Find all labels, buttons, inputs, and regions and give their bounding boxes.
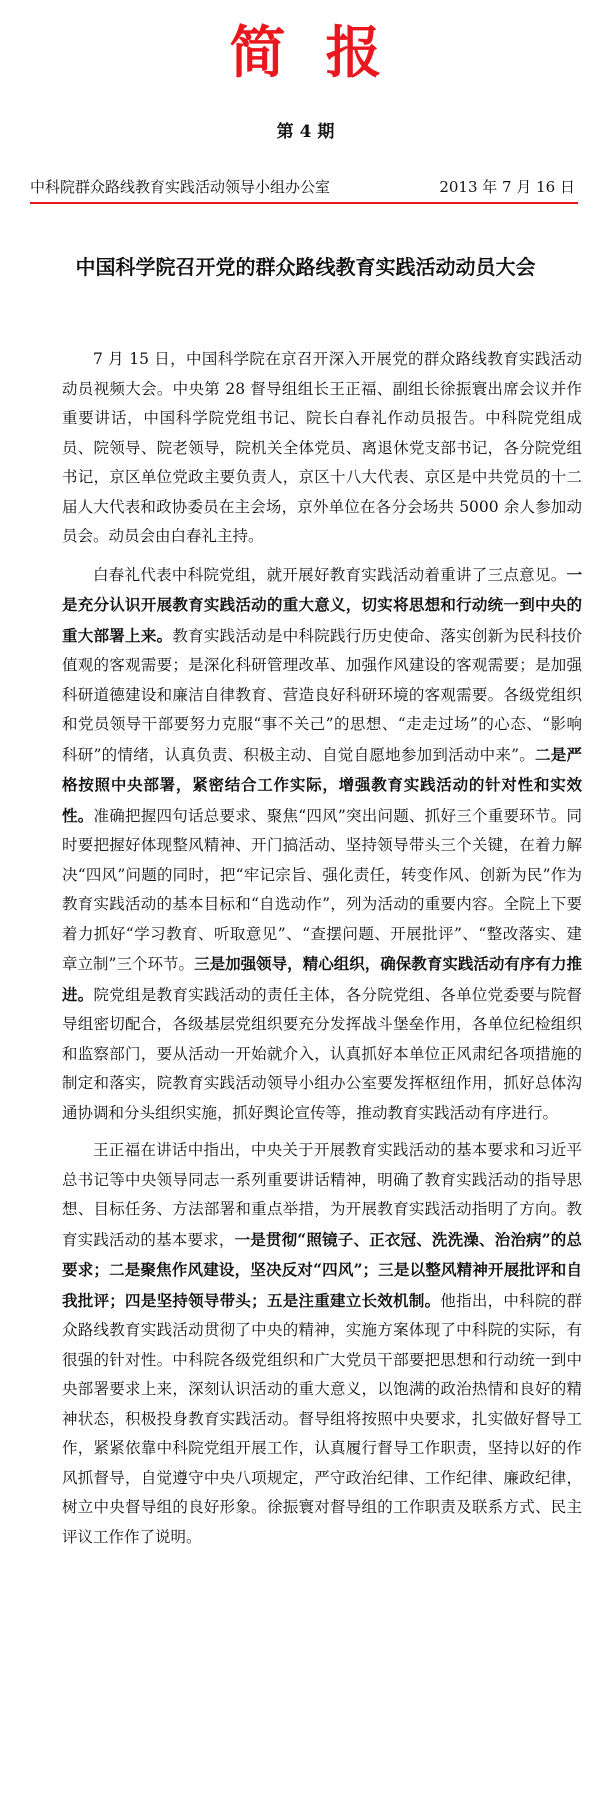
issue-date: 2013 年 7 月 16 日 (439, 178, 575, 196)
paragraph-3-text-1: 王正福在讲话中指出，中央关于开展教育实践活动的基本要求和习近平总书记等中央领导同志一系列重要讲话精神，明确了教育实践活动的指导思想、目标任务、方法部署和重点举措，为开展教育实践活动指明了方向。教育实践活动的基本要求， (62, 1141, 582, 1249)
issuing-organization: 中科院群众路线教育实践活动领导小组办公室 (30, 178, 331, 196)
paragraph-2-point-3: 三是加强领导，精心组织，确保教育实践活动有序有力推进。 (62, 954, 582, 1004)
article-headline: 中国科学院召开党的群众路线教育实践活动动员大会 (75, 255, 536, 279)
issuer-row (30, 175, 575, 199)
paragraph-1-text: 7 月 15 日，中国科学院在京召开深入开展党的群众路线教育实践活动动员视频大会。中央第 28 督导组组长王正福、副组长徐振寰出席会议并作重要讲话，中国科学院党组书记、院长白春礼作动员报告。中科院党组成员、院领导、院老领导，院机关全体党员、离退休党支部书记，各分院党组书记，京区单位党政主要负责人，京区十八大代表、京区是中共党员的十二届人大代表和政协委员在主会场，京外单位在各分会场共 5000 余人参加动员会。动员会由白春礼主持。 (62, 350, 582, 545)
masthead-title: 简报 (229, 21, 422, 86)
paragraph-2-text-1: 白春礼代表中科院党组，就开展好教育实践活动着重讲了三点意见。 (93, 565, 567, 584)
paragraph-2-text-4: 院党组是教育实践活动的责任主体，各分院党组、各单位党委要与院督导组密切配合，各级基层党组织要充分发挥战斗堡垒作用，各单位纪检组织和监察部门，要从活动一开始就介入，认真抓好本单位正风肃纪各项措施的制定和落实，院教育实践活动领导小组办公室要发挥枢纽作用，抓好总体沟通协调和分头组织实施，抓好舆论宣传等，推动教育实践活动有序进行。 (62, 985, 582, 1122)
red-divider-line (30, 202, 578, 204)
paragraph-2-point-1: 一是充分认识开展教育实践活动的重大意义，切实将思想和行动统一到中央的重大部署上来。 (62, 564, 582, 645)
paragraph-3 (62, 1136, 582, 1552)
paragraph-3-requirements: 一是贯彻“照镜子、正衣冠、洗洗澡、治治病”的总要求；二是聚焦作风建设，坚决反对“四风”；三是以整风精神开展批评和自我批评；四是坚持领导带头；五是注重建立长效机制。 (62, 1229, 582, 1310)
paragraph-2 (62, 560, 582, 1129)
paragraph-1 (62, 345, 582, 552)
issue-number: 第 4 期 (276, 122, 335, 142)
paragraph-2-text-3: 准确把握四句话总要求、聚焦“四风”突出问题、抓好三个重要环节。同时要把握好体现整风精神、开门搞活动、坚持领导带头三个关键，在着力解决“四风”问题的同时，把“牢记宗旨、强化责任，转变作风、创新为民”作为教育实践活动的基本目标和“自选动作”，列为活动的重要内容。全院上下要着力抓好“学习教育、听取意见”、“查摆问题、开展批评”、“整改落实、建章立制”三个环节。 (62, 806, 582, 973)
paragraph-2-text-2: 教育实践活动是中科院践行历史使命、落实创新为民科技价值观的客观需要；是深化科研管理改革、加强作风建设的客观需要；是加强科研道德建设和廉洁自律教育、营造良好科研环境的客观需要。各级党组织和党员领导干部要努力克服“事不关己”的思想、“走走过场”的心态、“影响科研”的情绪，认真负责、积极主动、自觉自愿地参加到活动中来”。 (62, 626, 582, 764)
article-body (62, 345, 582, 1560)
paragraph-2-point-2: 二是严格按照中央部署，紧密结合工作实际，增强教育实践活动的针对性和实效性。 (62, 744, 582, 825)
paragraph-3-text-2: 他指出，中科院的群众路线教育实践活动贯彻了中央的精神，实施方案体现了中科院的实际，有很强的针对性。中科院各级党组织和广大党员干部要把思想和行动统一到中央部署要求上来，深刻认识活动的重大意义，以饱满的政治热情和良好的精神状态，积极投身教育实践活动。督导组将按照中央要求，扎实做好督导工作，紧紧依靠中科院党组开展工作，认真履行督导工作职责，坚持以好的作风抓督导，自觉遵守中央八项规定，严守政治纪律、工作纪律、廉政纪律，树立中央督导组的良好形象。徐振寰对督导组的工作职责及联系方式、民主评议工作作了说明。 (62, 1291, 582, 1546)
